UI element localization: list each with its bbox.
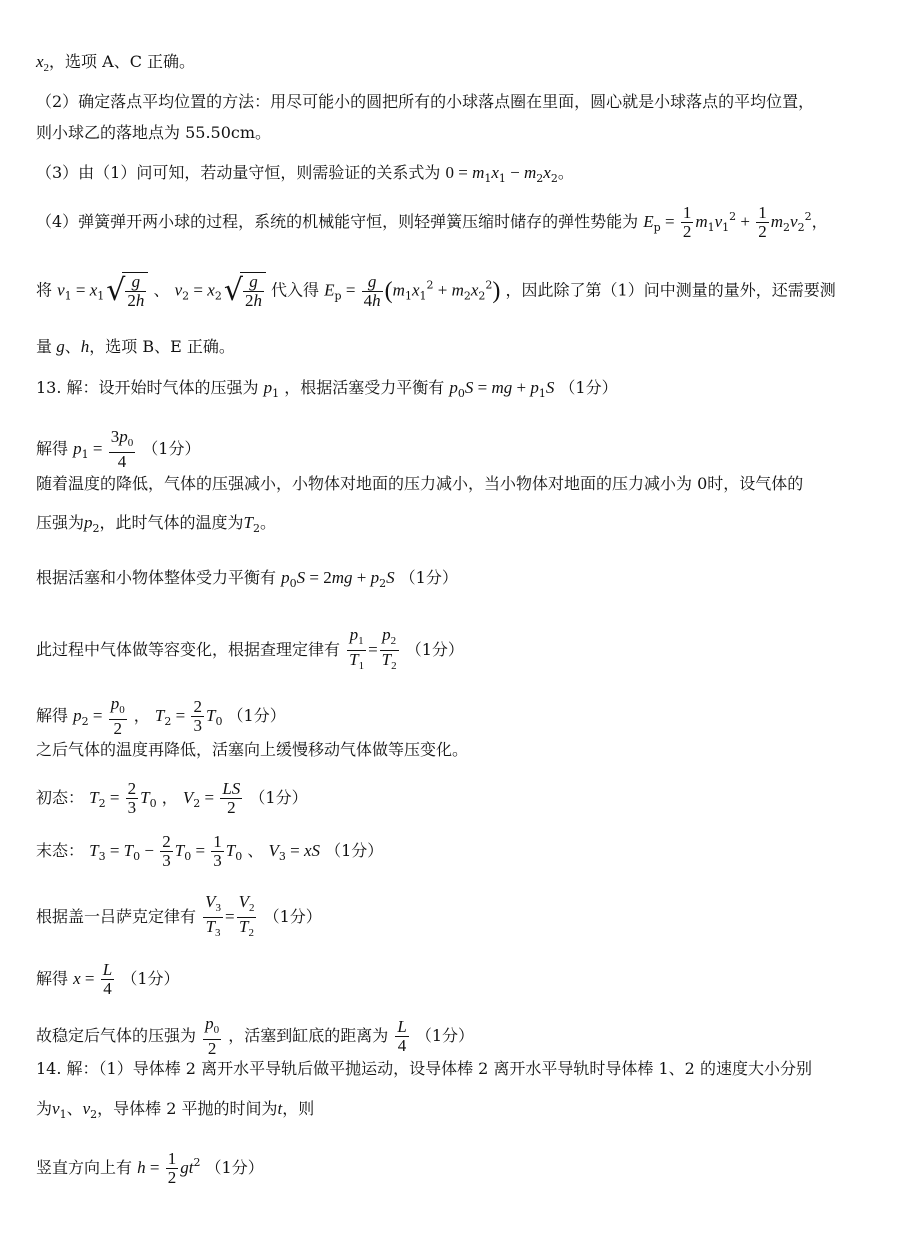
text-line-3: 则小球乙的落地点为 55.50cm。	[36, 123, 272, 142]
text-line-13: 此过程中气体做等容变化，根据查理定律有 $\frac{p_1}{T_1}$ = $\frac{p_2}{T_2}$ （1分）	[36, 625, 464, 672]
text-line-11: 压强为$p_2$，此时气体的温度为$T_2$。	[36, 513, 277, 535]
text-line-16: 初态： $T_2$ = $\frac{2}{3}$ $T_0$ ， $V_2$ = $\frac{LS}{2}$ （1分）	[36, 779, 308, 817]
text-line-12: 根据活塞和小物体整体受力平衡有 $p_0S = 2mg + p_2S$ （1分）	[36, 568, 458, 590]
text-line-4: （3）由（1）问可知，若动量守恒，则需验证的关系式为 $0 = m_1x_1 - m_2x_2$。	[36, 163, 574, 185]
text-line-18: 根据盖一吕萨克定律有 $\frac{V_3}{T_3}$ = $\frac{V_2}{T_2}$ （1分）	[36, 892, 322, 939]
text-line-17: 末态： $T_3 = T_0$ − $\frac{2}{3}$ $T_0$ = $\frac{1}{3}$ $T_0$ 、 $V_3$ = xS （1分）	[36, 832, 384, 870]
text-line-22: 为$v_1$、$v_2$，导体棒 2 平抛的时间为t，则	[36, 1099, 315, 1121]
text-line-9: 解得 $p_1$ = $\frac{3p_0}{4}$ （1分）	[36, 427, 201, 471]
text-line-23: 竖直方向上有 h = $\frac{1}{2}$ $gt^2$ （1分）	[36, 1149, 264, 1187]
text-line-20: 故稳定后气体的压强为 $\frac{p_0}{2}$ ，活塞到缸底的距离为 $\frac{L}{4}$ （1分）	[36, 1014, 475, 1058]
text-line-5: （4）弹簧弹开两小球的过程，系统的机械能守恒，则轻弹簧压缩时储存的弹性势能为 $E_p$ = $\frac{1}{2}$ $m_1v_1^2$ + $\frac{1}{2}$ $m_2v_2^2$，	[36, 203, 828, 241]
text-line-2: （2）确定落点平均位置的方法：用尽可能小的圆把所有的小球落点圈在里面，圆心就是小球落点的平均位置，	[36, 92, 815, 111]
text-line-14: 解得 $p_2$ = $\frac{p_0}{2}$ ， $T_2$ = $\frac{2}{3}$ $T_0$ （1分）	[36, 694, 286, 738]
text-line-6: 将 $v_1 = x_1√$ $\frac{g}{2h}$ 、 $v_2 = x_2√$ $\frac{g}{2h}$ 代入得 $E_p$ = $\frac{g}{4h}$ $(m_1x_1^2 + m_2x_2^2)$ ，因此除了第（1）问中测量的量外，还需要测	[36, 271, 836, 310]
text-line-7: 量 g、h，选项 B、E 正确。	[36, 337, 235, 356]
text-line-15: 之后气体的温度再降低，活塞向上缓慢移动气体做等压变化。	[36, 740, 469, 759]
text-line-21: 14. 解：（1）导体棒 2 离开水平导轨后做平抛运动，设导体棒 2 离开水平导轨时导体棒 1、2 的速度大小分别	[36, 1059, 812, 1078]
text-line-10: 随着温度的降低，气体的压强减小，小物体对地面的压力减小，当小物体对地面的压力减小为 0时，设气体的	[36, 474, 804, 493]
text-line-8: 13. 解：设开始时气体的压强为 $p_1$ ，根据活塞受力平衡有 $p_0S$ = mg + $p_1S$ （1分）	[36, 378, 618, 400]
text-line-1: $x_2$，选项 A、C 正确。	[36, 52, 196, 74]
text-line-19: 解得 x = $\frac{L}{4}$ （1分）	[36, 960, 180, 998]
